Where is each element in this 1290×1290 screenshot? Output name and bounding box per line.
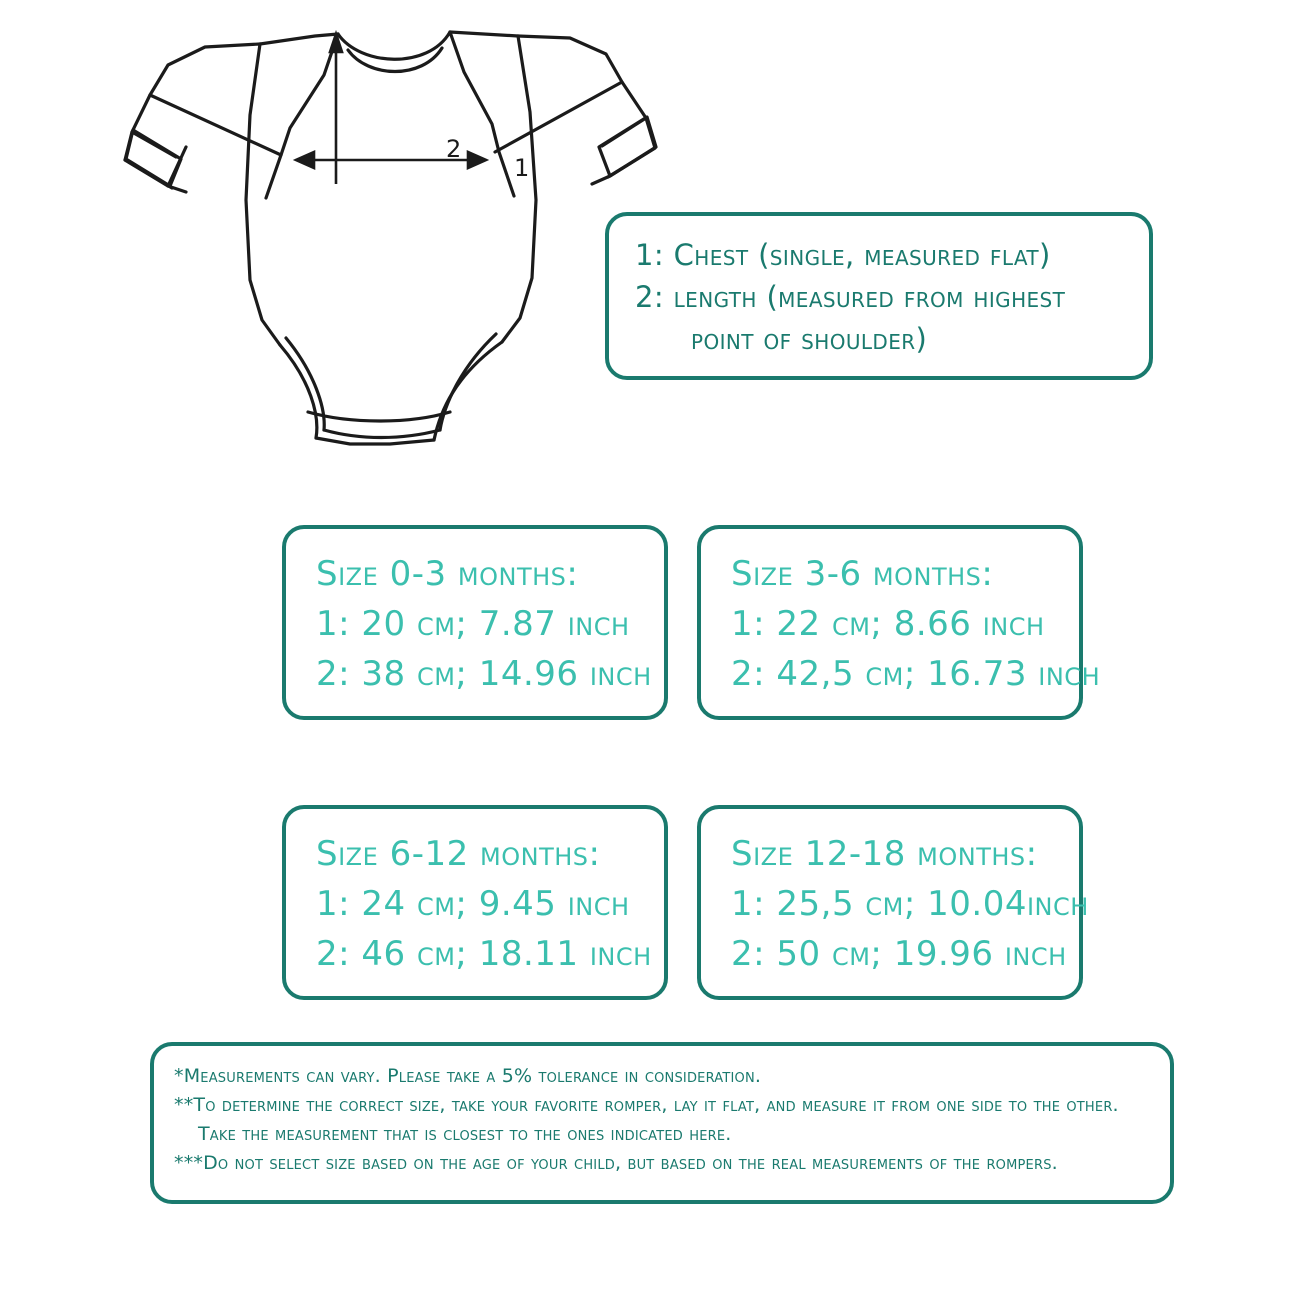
size-card-12-18-months	[697, 805, 1089, 1000]
size-card-length: 2: 46 cm; 18.11 inch	[316, 934, 652, 974]
romper-illustration	[110, 20, 670, 460]
note-how-to-measure-cont: Take the measurement that is closest to the ones indicated here.	[198, 1123, 732, 1145]
chest-dimension-label: 1	[514, 154, 530, 182]
legend-line-length-cont: point of shoulder)	[691, 322, 928, 356]
size-card-title: Size 12-18 months:	[731, 834, 1038, 874]
size-card-length: 2: 38 cm; 14.96 inch	[316, 654, 652, 694]
size-card-6-12-months	[282, 805, 668, 1000]
size-card-chest: 1: 25,5 cm; 10.04inch	[731, 884, 1089, 924]
legend-box	[605, 212, 1153, 380]
legend-line-chest: 1: Chest (single, measured flat)	[635, 238, 1051, 272]
size-card-chest: 1: 22 cm; 8.66 inch	[731, 604, 1045, 644]
size-card-length: 2: 42,5 cm; 16.73 inch	[731, 654, 1101, 694]
legend-line-length: 2: length (measured from highest	[635, 280, 1066, 314]
note-how-to-measure: **To determine the correct size, take your favorite romper, lay it flat, and measure it from one side to the other.	[174, 1094, 1119, 1116]
size-card-3-6-months	[697, 525, 1101, 720]
romper-outline-icon	[110, 20, 670, 460]
size-card-chest: 1: 20 cm; 7.87 inch	[316, 604, 630, 644]
size-card-length: 2: 50 cm; 19.96 inch	[731, 934, 1067, 974]
size-card-chest: 1: 24 cm; 9.45 inch	[316, 884, 630, 924]
size-card-title: Size 0-3 months:	[316, 554, 579, 594]
note-age-warning: ***Do not select size based on the age of your child, but based on the real measurements of the rompers.	[174, 1152, 1058, 1174]
length-dimension-label: 2	[446, 135, 462, 163]
size-card-title: Size 3-6 months:	[731, 554, 994, 594]
size-card-0-3-months	[282, 525, 668, 720]
size-card-title: Size 6-12 months:	[316, 834, 601, 874]
note-tolerance: *Measurements can vary. Please take a 5% tolerance in consideration.	[174, 1065, 762, 1087]
notes-box	[150, 1042, 1174, 1204]
